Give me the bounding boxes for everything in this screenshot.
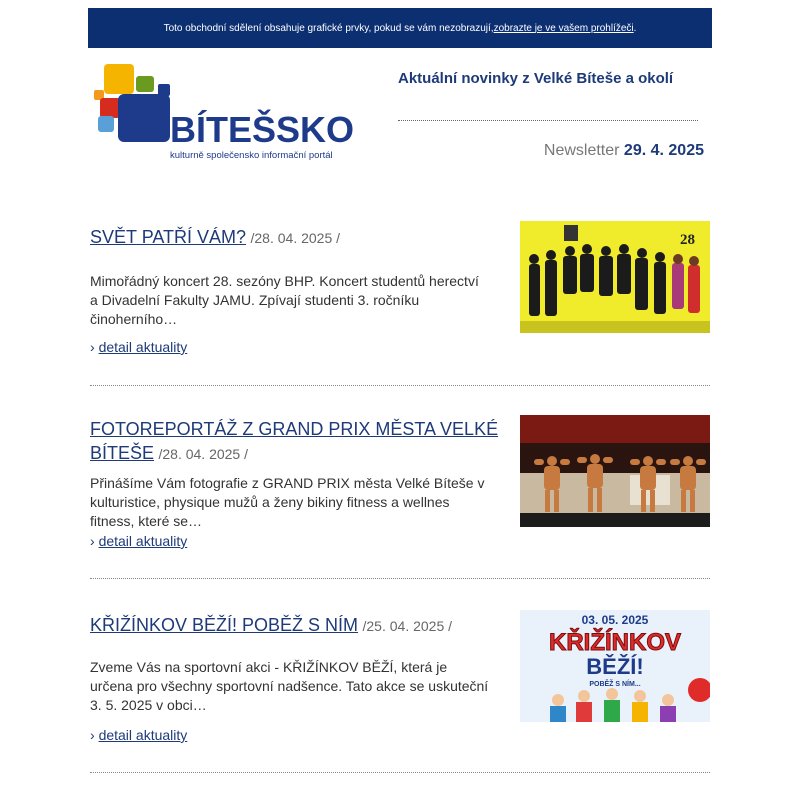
article-excerpt: Zveme Vás na sportovní akci - KŘIŽÍNKOV BĚŽÍ, která je určena pro všechny sportovní nadšence. Tato akce se uskuteční 3. 5. 2025 v obci… <box>90 659 489 713</box>
notice-text: Toto obchodní sdělení obsahuje grafické prvky, pokud se vám nezobrazují, <box>163 22 494 34</box>
detail-link[interactable]: detail aktuality <box>98 727 188 743</box>
notice-bar <box>88 8 712 48</box>
view-in-browser-link[interactable]: zobrazte je ve vašem prohlížeči <box>493 22 634 34</box>
detail-link[interactable]: detail aktuality <box>98 533 188 549</box>
race-poster-icon <box>520 610 710 722</box>
newsletter-label: Newsletter <box>543 142 620 159</box>
bodybuilding-photo-icon <box>520 415 710 527</box>
detail-link-row: › detail aktuality <box>90 727 188 743</box>
article-separator <box>90 772 710 773</box>
newsletter-date <box>544 142 704 160</box>
article-date: /25. 04. 2025 / <box>362 618 453 634</box>
article-separator <box>90 578 710 579</box>
concert-photo-icon <box>520 221 710 333</box>
detail-link-row: › detail aktuality <box>90 533 188 549</box>
article-excerpt: Přinášíme Vám fotografie z GRAND PRIX města Velké Bíteše v kulturistice, physique mužů a ženy bikiny fitness a wellnes fitness, které se… <box>90 475 485 529</box>
article-3 <box>90 614 710 764</box>
poster-sub: BĚŽÍ! <box>586 654 644 679</box>
notice-end: . <box>633 22 637 34</box>
header-tagline: Aktuální novinky z Velké Bíteše a okolí <box>398 70 674 87</box>
logo[interactable] <box>90 60 360 170</box>
poster-title: KŘIŽÍNKOV <box>549 629 681 656</box>
article-title[interactable]: SVĚT PATŘÍ VÁM? <box>90 227 247 247</box>
header-divider <box>398 120 698 121</box>
poster-date: 03. 05. 2025 <box>581 613 649 627</box>
logo-name: BÍTEŠSKO <box>170 109 355 150</box>
article-1 <box>90 226 710 376</box>
image-label: 28 <box>680 232 695 248</box>
detail-link-row: › detail aktuality <box>90 339 188 355</box>
poster-tag: POBĚŽ S NÍM... <box>589 681 641 688</box>
article-image[interactable] <box>520 415 710 527</box>
article-date: /28. 04. 2025 / <box>158 446 249 462</box>
article-image[interactable] <box>520 221 710 333</box>
article-2 <box>90 418 710 568</box>
newsletter-date-value: 29. 4. 2025 <box>623 142 704 159</box>
logo-mark-icon <box>90 60 360 170</box>
article-excerpt: Mimořádný koncert 28. sezóny BHP. Koncert studentů herectví a Divadelní Fakulty JAMU. Zpívají studenti 3. ročníku činoherního… <box>90 273 479 327</box>
article-image[interactable] <box>520 610 710 722</box>
article-separator <box>90 385 710 386</box>
article-date: /28. 04. 2025 / <box>250 230 341 246</box>
article-title[interactable]: KŘIŽÍNKOV BĚŽÍ! POBĚŽ S NÍM <box>90 615 359 635</box>
logo-subtitle: kulturně společensko informační portál <box>170 150 333 161</box>
detail-link[interactable]: detail aktuality <box>98 339 188 355</box>
article-title[interactable]: FOTOREPORTÁŽ Z GRAND PRIX MĚSTA VELKÉ BÍTEŠE <box>90 419 499 463</box>
